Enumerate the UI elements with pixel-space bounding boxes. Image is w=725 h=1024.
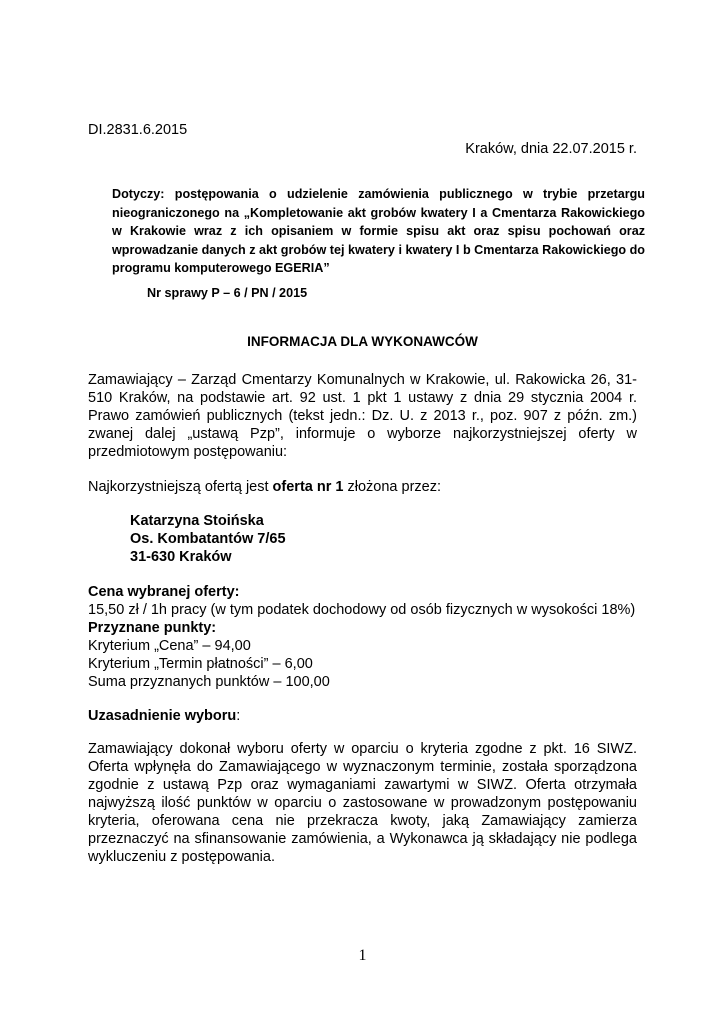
- contractor-street: Os. Kombatantów 7/65: [130, 531, 286, 547]
- points-total: Suma przyznanych punktów – 100,00: [88, 674, 330, 690]
- case-number: Nr sprawy P – 6 / PN / 2015: [147, 286, 308, 300]
- criterion-price: Kryterium „Cena” – 94,00: [88, 638, 251, 654]
- contractor-city: 31-630 Kraków: [130, 549, 232, 565]
- subject-paragraph: Dotyczy: postępowania o udzielenie zamówienia publicznego w trybie przetargu nieograniczonego na „Kompletowanie akt grobów kwatery I a Cmentarza Rakowickiego w Krakowie wraz z ich opisaniem w formie spisu akt oraz spisu pochowań oraz wprowadzanie danych z akt grobów tej kwatery i kwatery I b Cmentarza Rakowickiego do programu komputerowego EGERIA”: [112, 187, 645, 275]
- reference-number: DI.2831.6.2015: [88, 122, 188, 138]
- price-label: Cena wybranej oferty:: [88, 584, 240, 600]
- best-offer-line: [88, 478, 637, 496]
- intro-paragraph: Zamawiający – Zarząd Cmentarzy Komunalnych w Krakowie, ul. Rakowicka 26, 31-510 Kraków, na podstawie art. 92 ust. 1 pkt 1 ustawy z dnia 29 stycznia 2004 r. Prawo zamówień publicznych (tekst jedn.: Dz. U. z 2013 r., poz. 907 z późn. zm.) zwanej dalej „ustawą Pzp”, informuje o wyborze najkorzystniejszej oferty w przedmiotowym postępowaniu:: [88, 372, 637, 460]
- document-heading: INFORMACJA DLA WYKONAWCÓW: [247, 334, 478, 349]
- justification-heading: [88, 707, 240, 725]
- price-value: 15,50 zł / 1h pracy (w tym podatek dochodowy od osób fizycznych w wysokości 18%): [88, 602, 636, 618]
- contractor-name: Katarzyna Stoińska: [130, 513, 264, 529]
- page-number: 1: [358, 947, 367, 964]
- points-label: Przyznane punkty:: [88, 620, 217, 636]
- best-offer-number: oferta nr 1: [272, 479, 344, 495]
- justification-paragraph: Zamawiający dokonał wyboru oferty w oparciu o kryteria zgodne z pkt. 16 SIWZ. Oferta wpłynęła do Zamawiającego w wyznaczonym terminie, została sporządzona zgodnie z ustawą Pzp oraz wymaganiami zawartymi w SIWZ. Oferta otrzymała najwyższą ilość punktów w oparciu o zastosowane w prowadzonym postępowaniu kryteria, oferowana cena nie przekracza kwoty, jaką Zamawiający zamierza przeznaczyć na sfinansowanie zamówienia, a Wykonawca ją składający nie podlega wykluczeniu z postępowania.: [88, 741, 637, 865]
- place-and-date: Kraków, dnia 22.07.2015 r.: [465, 141, 637, 157]
- justification-colon: :: [236, 708, 241, 724]
- criterion-payment-term: Kryterium „Termin płatności” – 6,00: [88, 656, 313, 672]
- best-offer-prefix: Najkorzystniejszą ofertą jest: [88, 479, 273, 495]
- best-offer-suffix: złożona przez:: [343, 479, 441, 495]
- price-and-points: [88, 583, 648, 691]
- justification-label: Uzasadnienie wyboru: [88, 708, 237, 724]
- contractor-address: [130, 512, 286, 566]
